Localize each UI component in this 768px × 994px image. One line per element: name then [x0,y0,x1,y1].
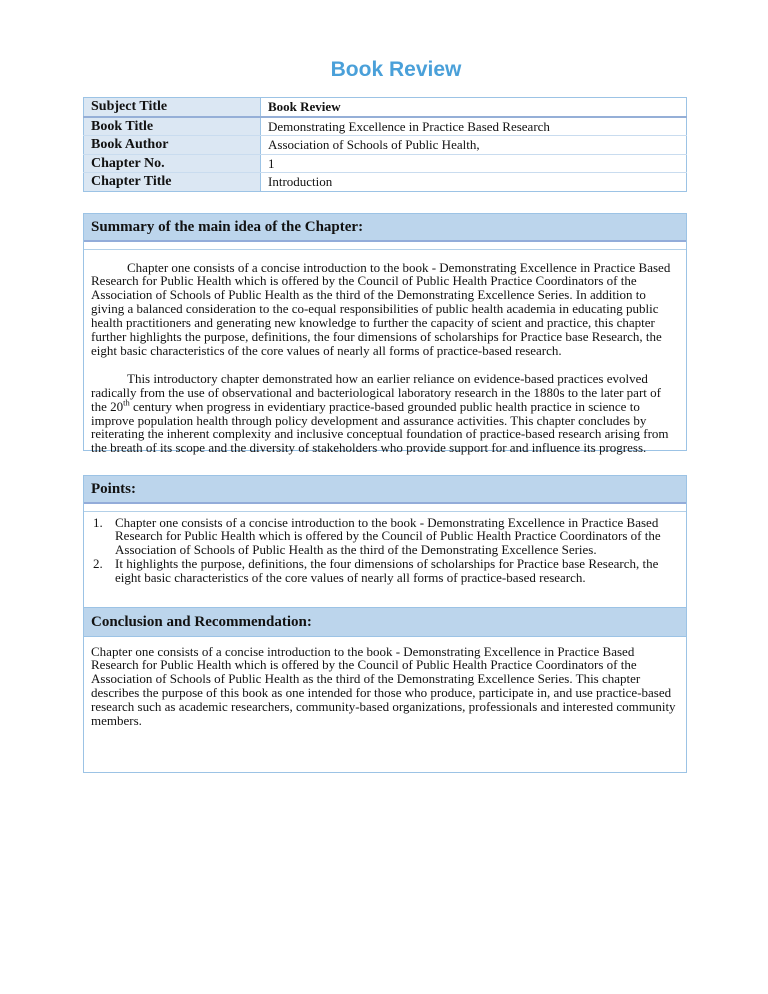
info-label-book-title: Book Title [84,117,261,136]
table-row [84,117,687,136]
conclusion-heading: Conclusion and Recommendation: [84,607,686,637]
table-row [84,136,687,155]
page-title: Book Review [330,58,462,81]
list-item-number: 1. [93,514,103,530]
summary-section [83,213,687,456]
info-label-subject-title: Subject Title [84,98,261,117]
summary-body [84,250,686,456]
summary-heading: Summary of the main idea of the Chapter: [84,214,686,242]
table-row [84,173,687,192]
info-label-book-author: Book Author [84,136,261,155]
info-value-subject-title: Book Review [261,98,687,117]
info-value-book-author: Association of Schools of Public Health, [261,136,687,155]
ordinal-superscript: th [123,397,130,408]
points-and-conclusion-section [83,475,687,773]
summary-paragraph-2-text-end: century when progress in evidentiary practice-based grounded public health practice in science to improve population health through policy development and assurance activities. This chapter concludes by reiterating the inherent complexity and inclusive conceptual foundation of practice-based research arising from the breath of its scope and the diversity of stakeholders who provide support for and influence its progress. [91,398,669,456]
book-info-table [83,97,687,192]
list-item-text: Chapter one consists of a concise introduction to the book - Demonstrating Excellence in Practice Based Research for Public Health which is offered by the Council of Public Health Practice Coordinators of the Association of Schools of Public Health as the third of the Demonstrating Excellence Series. [115,514,661,558]
summary-paragraph-2-text-start: This introductory chapter demonstrated how an earlier reliance on evidence-based practices evolved radically from the use of observational and bacteriological laboratory research in the 1880s to the later part of the 20 [91,370,661,414]
summary-paragraph-2 [91,372,679,455]
list-item [91,557,679,585]
summary-paragraph-1: Chapter one consists of a concise introduction to the book - Demonstrating Excellence in Practice Based Research for Public Health which is offered by the Council of Public Health Practice Coordinators of the Association of Schools of Public Health as the third of the Demonstrating Excellence Series. In addition to giving a balanced consideration to the co-equal responsibilities of public health academia in educating public health practitioners and generating new knowledge to further the capacity of scient and practice, this chapter further highlights the purpose, definitions, the four dimensions of scholarships for Practice base Research, the eight basic characteristics of the core values of nearly all forms of practice-based research. [91,259,671,358]
info-label-chapter-no: Chapter No. [84,154,261,173]
section-spacer [84,242,686,250]
conclusion-paragraph: Chapter one consists of a concise introduction to the book - Demonstrating Excellence in Practice Based Research for Public Health which is offered by the Council of Public Health Practice Coordinators of the Association of Schools of Public Health as the third of the Demonstrating Excellence Series. This chapter describes the purpose of this book as one intended for those who produce, participate in, and use practice-based research such as academic researchers, community-based organizations, professionals and interested community members. [91,643,676,729]
conclusion-body [84,637,686,772]
list-item-number: 2. [93,556,103,572]
list-item-text: It highlights the purpose, definitions, the four dimensions of scholarships for Practice base Research, the eight basic characteristics of the core values of nearly all forms of practice-based research. [115,556,659,586]
list-item [91,516,679,558]
info-label-chapter-title: Chapter Title [84,173,261,192]
info-value-book-title: Demonstrating Excellence in Practice Based Research [261,117,687,136]
points-heading: Points: [84,476,686,504]
table-row [84,98,687,117]
info-value-chapter-no: 1 [261,154,687,173]
info-value-chapter-title: Introduction [268,174,333,190]
section-spacer [84,504,686,512]
table-row [84,154,687,173]
points-list [84,512,686,607]
